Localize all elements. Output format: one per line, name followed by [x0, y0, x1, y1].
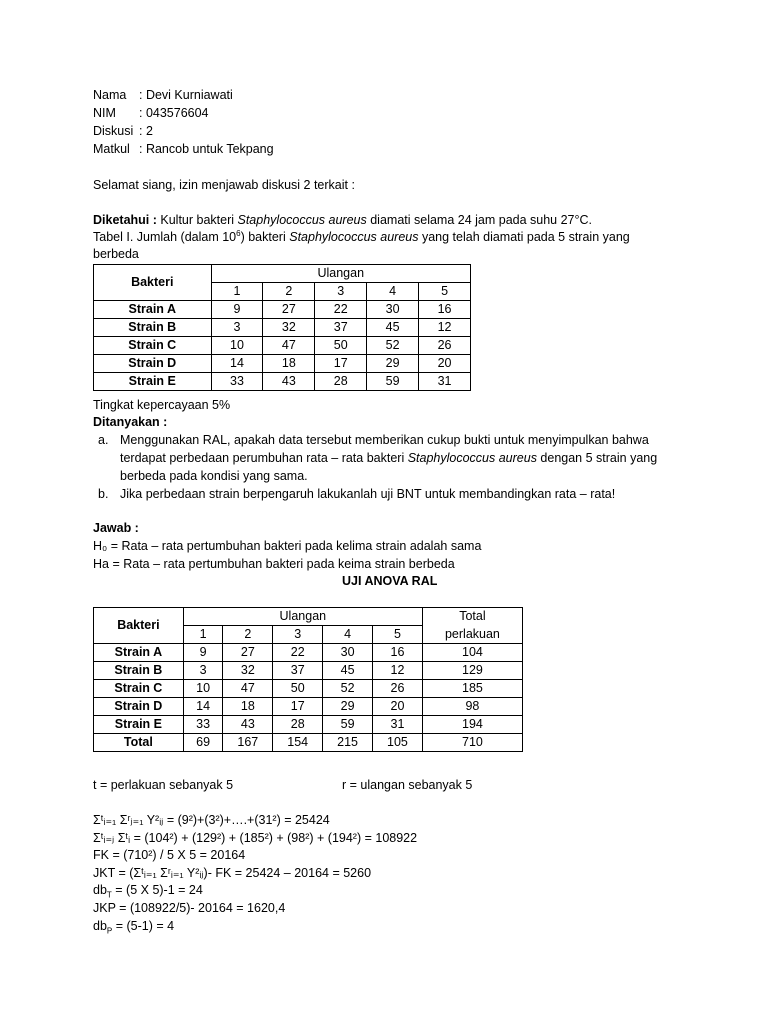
- table-row: [94, 337, 471, 355]
- question-a-species: Staphylococcus aureus: [407, 451, 537, 465]
- question-a-line-2: [120, 449, 693, 467]
- table-cell: 16: [373, 644, 423, 662]
- greeting: Selamat siang, izin menjawab diskusi 2 terkait :: [93, 178, 355, 192]
- table-cell: 43: [263, 373, 315, 391]
- table-cell: 50: [273, 680, 323, 698]
- table-row: [94, 716, 523, 734]
- question-a-line-2-part-1: terdapat perbedaan perumbuhan rata – rata bakteri: [120, 451, 408, 465]
- caption-sup: 6: [236, 228, 241, 238]
- column-header-ulangan-5: 5: [373, 626, 423, 644]
- table-total-row: [94, 734, 523, 752]
- formula-4: JKT = (Σᵗᵢ₌₁ Σʳᵢ₌₁ Y²ᵢⱼ)- FK = 25424 – 20164 = 5260: [93, 866, 372, 880]
- formula-6: JKP = (108922/5)- 20164 = 1620,4: [93, 901, 286, 915]
- diketahui-text-1: Kultur bakteri: [156, 213, 238, 227]
- hypothesis-ha: Ha = Rata – rata pertumbuhan bakteri pada keima strain berbeda: [93, 557, 455, 571]
- header-matkul: [93, 140, 274, 158]
- table-cell: 28: [315, 373, 367, 391]
- column-header-ulangan-3: 3: [273, 626, 323, 644]
- table1-caption: [93, 228, 630, 246]
- nim-value: : 043576604: [139, 106, 209, 120]
- header-nim: [93, 104, 209, 122]
- diskusi-value: : 2: [139, 124, 153, 138]
- table-cell: 69: [183, 734, 223, 752]
- table-row: [94, 662, 523, 680]
- question-b: [93, 485, 693, 503]
- table-cell: 167: [223, 734, 273, 752]
- diskusi-label: Diskusi: [93, 124, 134, 138]
- table-cell: 59: [323, 716, 373, 734]
- column-header-ulangan-1: 1: [183, 626, 223, 644]
- column-header-ulangan-5: 5: [419, 283, 471, 301]
- matkul-value: : Rancob untuk Tekpang: [139, 142, 274, 156]
- question-b-line-1: Jika perbedaan strain berpengaruh lakukanlah uji BNT untuk membandingkan rata – rata!: [120, 487, 616, 501]
- table-cell: 16: [419, 301, 471, 319]
- diketahui-label: Diketahui :: [93, 213, 157, 227]
- caption-part-2: ) bakteri: [240, 230, 290, 244]
- table-header-row: [94, 265, 471, 283]
- formula-7-sub: P: [106, 926, 113, 936]
- column-header-ulangan: Ulangan: [183, 608, 422, 626]
- row-label: Strain B: [94, 319, 212, 337]
- row-label: Total: [94, 734, 184, 752]
- table-cell: 37: [273, 662, 323, 680]
- column-header-ulangan-1: 1: [211, 283, 263, 301]
- column-header-ulangan-2: 2: [223, 626, 273, 644]
- table-cell: 17: [315, 355, 367, 373]
- table-cell: 28: [273, 716, 323, 734]
- table1-caption-line2: berbeda: [93, 247, 139, 261]
- table-cell: 33: [211, 373, 263, 391]
- hypothesis-h0: H₀ = Rata – rata pertumbuhan bakteri pada kelima strain adalah sama: [93, 539, 482, 553]
- table-cell: 105: [373, 734, 423, 752]
- table-cell: 9: [211, 301, 263, 319]
- table-cell: 31: [373, 716, 423, 734]
- table-cell: 14: [183, 698, 223, 716]
- table-cell: 47: [223, 680, 273, 698]
- formula-5-label: db: [93, 883, 107, 897]
- table-cell: 31: [419, 373, 471, 391]
- table-cell: 33: [183, 716, 223, 734]
- table-cell: 12: [373, 662, 423, 680]
- header-nama: [93, 86, 233, 104]
- table-row: [94, 698, 523, 716]
- formula-7-label: db: [93, 919, 107, 933]
- total-cell: 98: [422, 698, 522, 716]
- formula-1: Σᵗᵢ₌₁ Σʳⱼ₌₁ Y²ᵢⱼ = (9²)+(3²)+….+(31²) = 25424: [93, 813, 330, 827]
- column-header-ulangan: Ulangan: [211, 265, 470, 283]
- row-label: Strain D: [94, 355, 212, 373]
- table-cell: 45: [367, 319, 419, 337]
- param-r: r = ulangan sebanyak 5: [342, 778, 473, 792]
- table-cell: 45: [323, 662, 373, 680]
- caption-part-3: yang telah diamati pada 5 strain yang: [418, 230, 630, 244]
- header-diskusi: [93, 122, 153, 140]
- table-cell: 27: [263, 301, 315, 319]
- row-label: Strain B: [94, 662, 184, 680]
- caption-species: Staphylococcus aureus: [289, 230, 419, 244]
- table-cell: 29: [323, 698, 373, 716]
- table-cell: 59: [367, 373, 419, 391]
- table-cell: 9: [183, 644, 223, 662]
- table-row: [94, 373, 471, 391]
- column-header-bakteri: Bakteri: [94, 608, 184, 644]
- table-cell: 47: [263, 337, 315, 355]
- formula-5-rest: = (5 X 5)-1 = 24: [111, 883, 203, 897]
- column-header-ulangan-2: 2: [263, 283, 315, 301]
- table-cell: 10: [183, 680, 223, 698]
- table-cell: 12: [419, 319, 471, 337]
- table-cell: 52: [367, 337, 419, 355]
- table-cell: 52: [323, 680, 373, 698]
- total-cell: 194: [422, 716, 522, 734]
- table-cell: 37: [315, 319, 367, 337]
- column-header-ulangan-4: 4: [367, 283, 419, 301]
- table-cell: 20: [373, 698, 423, 716]
- table-row: [94, 355, 471, 373]
- column-header-ulangan-3: 3: [315, 283, 367, 301]
- nama-label: Nama: [93, 88, 127, 102]
- total-cell: 129: [422, 662, 522, 680]
- formula-5-sub: T: [106, 890, 112, 900]
- question-a-line-1: Menggunakan RAL, apakah data tersebut memberikan cukup bukti untuk menyimpulkan bahwa: [120, 433, 649, 447]
- question-a-line-3: berbeda pada kondisi yang sama.: [120, 469, 308, 483]
- column-header-total-2: perlakuan: [422, 626, 522, 644]
- column-header-total-1: Total: [422, 608, 522, 626]
- row-label: Strain E: [94, 373, 212, 391]
- table-bacteria-counts: [93, 264, 471, 391]
- table-cell: 22: [273, 644, 323, 662]
- column-header-ulangan-4: 4: [323, 626, 373, 644]
- table-cell: 30: [367, 301, 419, 319]
- table-row: [94, 319, 471, 337]
- diketahui-line: [93, 211, 592, 229]
- table-cell: 29: [367, 355, 419, 373]
- formula-5: [93, 881, 203, 899]
- table-cell: 18: [263, 355, 315, 373]
- table-cell: 50: [315, 337, 367, 355]
- caption-part-1: Tabel I. Jumlah (dalam 10: [93, 230, 237, 244]
- anova-title: UJI ANOVA RAL: [342, 574, 438, 588]
- param-t: t = perlakuan sebanyak 5: [93, 778, 234, 792]
- formula-2: Σᵗᵢ₌ⱼ Σᵗᵢ = (104²) + (129²) + (185²) + (98²) + (194²) = 108922: [93, 831, 418, 845]
- question-b-marker: b.: [98, 487, 109, 501]
- total-cell: 710: [422, 734, 522, 752]
- species-name: Staphylococcus aureus: [237, 213, 367, 227]
- formula-3: FK = (710²) / 5 X 5 = 20164: [93, 848, 246, 862]
- total-cell: 104: [422, 644, 522, 662]
- table-cell: 32: [223, 662, 273, 680]
- table-header-row: [94, 608, 523, 626]
- row-label: Strain C: [94, 680, 184, 698]
- table-cell: 26: [419, 337, 471, 355]
- row-label: Strain A: [94, 301, 212, 319]
- matkul-label: Matkul: [93, 142, 130, 156]
- table-row: [94, 680, 523, 698]
- diketahui-text-2: diamati selama 24 jam pada suhu 27°C.: [366, 213, 593, 227]
- question-a-line-2-part-2: dengan 5 strain yang: [536, 451, 658, 465]
- table-cell: 26: [373, 680, 423, 698]
- row-label: Strain C: [94, 337, 212, 355]
- formula-7-rest: = (5-1) = 4: [112, 919, 175, 933]
- total-cell: 185: [422, 680, 522, 698]
- tingkat-kepercayaan: Tingkat kepercayaan 5%: [93, 398, 231, 412]
- table-row: [94, 644, 523, 662]
- table-cell: 32: [263, 319, 315, 337]
- table-cell: 18: [223, 698, 273, 716]
- table-row: [94, 301, 471, 319]
- table-cell: 27: [223, 644, 273, 662]
- column-header-bakteri: Bakteri: [94, 265, 212, 301]
- jawab-label: Jawab :: [93, 521, 139, 535]
- row-label: Strain E: [94, 716, 184, 734]
- table-cell: 17: [273, 698, 323, 716]
- table-cell: 22: [315, 301, 367, 319]
- question-a: [93, 431, 693, 485]
- table-anova: [93, 607, 523, 752]
- table-cell: 43: [223, 716, 273, 734]
- table-cell: 3: [183, 662, 223, 680]
- formula-7: [93, 917, 174, 935]
- table-cell: 154: [273, 734, 323, 752]
- nim-label: NIM: [93, 106, 116, 120]
- ditanyakan-label: Ditanyakan :: [93, 415, 168, 429]
- table-cell: 14: [211, 355, 263, 373]
- row-label: Strain D: [94, 698, 184, 716]
- question-list: [93, 431, 693, 503]
- nama-value: : Devi Kurniawati: [139, 88, 233, 102]
- table-cell: 3: [211, 319, 263, 337]
- table-cell: 215: [323, 734, 373, 752]
- row-label: Strain A: [94, 644, 184, 662]
- question-a-marker: a.: [98, 433, 109, 447]
- table-cell: 30: [323, 644, 373, 662]
- table-cell: 10: [211, 337, 263, 355]
- table-cell: 20: [419, 355, 471, 373]
